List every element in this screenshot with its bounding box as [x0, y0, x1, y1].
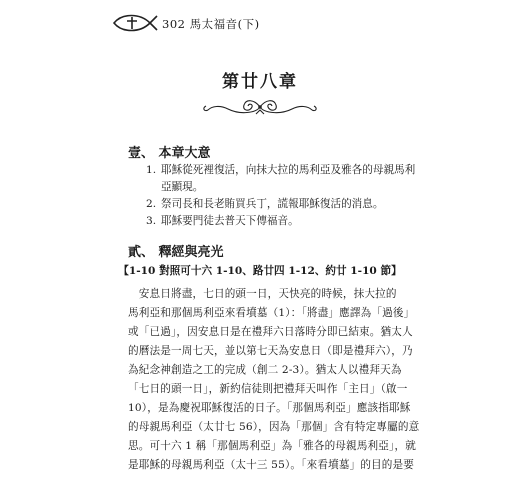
paragraph-line: 馬利亞和那個馬利亞來看墳墓（1）：「將盡」應譯為「過後」 [128, 307, 415, 319]
running-header [112, 12, 412, 36]
paragraph-line: 「七日的頭一日」，新約信徒則把禮拜天叫作「主日」（啟一 [128, 383, 408, 395]
paragraph-line: 的曆法是一周七天，並以第七天為安息日（即是禮拜六），乃 [128, 345, 413, 357]
paragraph-line: 是耶穌的母親馬利亞（太十三 55）。「來看墳墓」的目的是要 [128, 459, 415, 471]
paragraph-line: 10），是為慶祝耶穌復活的日子。「那個馬利亞」應該指耶穌 [128, 402, 411, 414]
list-item-text: 祭司長和長老賄買兵丁，謊報耶穌復活的消息。 [161, 198, 384, 210]
list-item [146, 213, 299, 228]
paragraph-line: 為紀念神創造之工的完成（創二 2-3）。猶太人以禮拜天為 [128, 364, 402, 376]
cross-reference: 【1-10 對照可十六 1-10、路廿四 1-12、約廿 1-10 節】 [118, 265, 402, 277]
paragraph-line: 或「已過」，因安息日是在禮拜六日落時分即已結束。猶太人 [128, 326, 413, 338]
ornament-divider-icon [200, 96, 320, 118]
running-head-text [162, 16, 260, 32]
section-heading-summary: 壹、 本章大意 [128, 146, 211, 161]
list-item-number: 3. [146, 215, 157, 227]
list-item-text: 耶穌要門徒去普天下傳福音。 [161, 215, 299, 227]
list-item-continuation: 亞顯現。 [161, 181, 204, 193]
list-item-number: 1. [146, 164, 157, 176]
paragraph-line: 的母親馬利亞（太廿七 56），因為「那個」含有特定專屬的意 [128, 421, 420, 433]
paragraph-line: 安息日將盡，七日的頭一日，天快亮的時候，抹大拉的 [128, 288, 397, 300]
paragraph-line: 思。可十六 1 稱「那個馬利亞」為「雅各的母親馬利亞」，就 [128, 440, 416, 452]
list-item-number: 2. [146, 198, 157, 210]
section-heading-exegesis: 貳、 釋經與亮光 [128, 245, 224, 260]
list-item [146, 196, 383, 211]
chapter-title: 第廿八章 [222, 72, 298, 92]
list-item-text: 耶穌從死裡復活，向抹大拉的馬利亞及雅各的母親馬利 [161, 164, 416, 176]
ichthys-fish-icon [112, 12, 158, 34]
list-item [146, 162, 415, 177]
page-number: 302 [162, 17, 186, 31]
book-title: 馬太福音(下) [189, 17, 260, 31]
